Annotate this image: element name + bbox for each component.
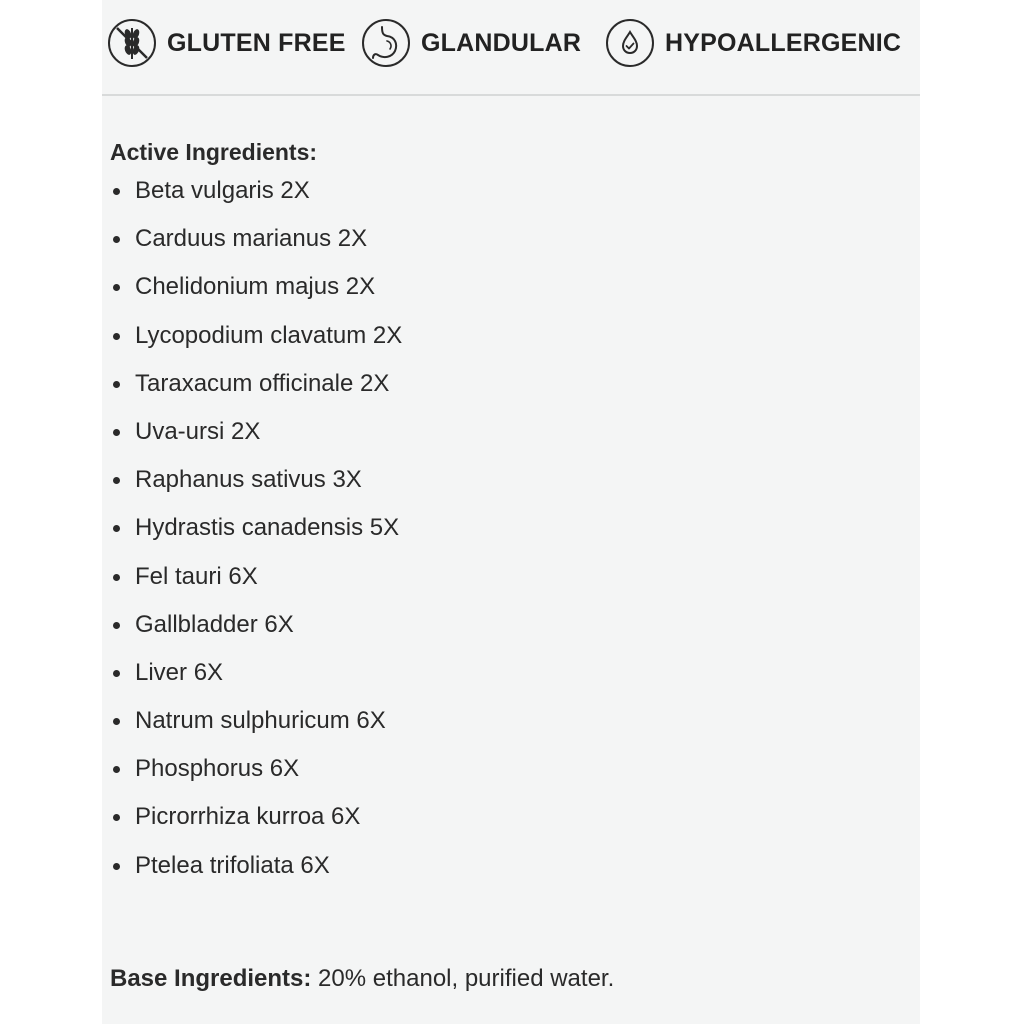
badge-gluten-free — [107, 14, 346, 72]
bullet — [113, 188, 120, 195]
list-item — [110, 511, 402, 559]
ingredient-text: Picrorrhiza kurroa 6X — [135, 803, 361, 831]
base-ingredients-value: 20% ethanol, purified water. — [311, 965, 615, 992]
ingredient-text: Taraxacum officinale 2X — [135, 369, 390, 397]
base-ingredients-label: Base Ingredients: — [110, 965, 312, 992]
list-item — [110, 367, 402, 415]
bullet — [113, 333, 120, 340]
ingredient-text: Beta vulgaris 2X — [135, 177, 310, 204]
wheat-crossed-icon — [107, 18, 157, 68]
list-item — [110, 319, 402, 367]
list-item — [110, 752, 402, 800]
list-item — [110, 849, 402, 897]
active-ingredients-list — [110, 174, 402, 897]
ingredient-text: Uva-ursi 2X — [135, 417, 261, 445]
stomach-icon — [361, 18, 411, 68]
list-item — [110, 270, 402, 318]
ingredient-text: Raphanus sativus 3X — [135, 466, 362, 494]
ingredient-text: Carduus marianus 2X — [135, 225, 368, 253]
list-item — [110, 656, 402, 704]
badge-label: GLANDULAR — [421, 28, 582, 57]
badge-row — [102, 14, 920, 72]
bullet — [113, 284, 120, 291]
divider — [102, 94, 920, 96]
list-item — [110, 608, 402, 656]
ingredient-text: Chelidonium majus 2X — [135, 273, 376, 301]
ingredient-text: Gallbladder 6X — [135, 610, 294, 638]
bullet — [113, 574, 120, 581]
badge-label: HYPOALLERGENIC — [665, 28, 902, 57]
bullet — [113, 718, 120, 725]
list-item — [110, 222, 402, 270]
ingredient-text: Liver 6X — [135, 658, 224, 686]
ingredient-text: Hydrastis canadensis 5X — [135, 514, 400, 542]
list-item — [110, 174, 402, 222]
bullet — [113, 766, 120, 773]
ingredient-text: Natrum sulphuricum 6X — [135, 707, 386, 735]
badge-glandular — [361, 14, 581, 72]
badge-label: GLUTEN FREE — [167, 28, 346, 57]
bullet — [113, 814, 120, 821]
bullet — [113, 236, 120, 243]
ingredient-text: Ptelea trifoliata 6X — [135, 851, 330, 879]
bullet — [113, 622, 120, 629]
list-item — [110, 463, 402, 511]
list-item — [110, 415, 402, 463]
badge-hypoallergenic — [605, 14, 901, 72]
product-info-panel — [102, 0, 920, 1024]
bullet — [113, 670, 120, 677]
bullet — [113, 525, 120, 532]
active-ingredients-heading: Active Ingredients: — [110, 139, 318, 165]
list-item — [110, 704, 402, 752]
droplet-check-icon — [605, 18, 655, 68]
base-ingredients — [110, 962, 614, 996]
bullet — [113, 429, 120, 436]
ingredient-text: Lycopodium clavatum 2X — [135, 321, 403, 349]
bullet — [113, 863, 120, 870]
bullet — [113, 477, 120, 484]
bullet — [113, 381, 120, 388]
list-item — [110, 560, 402, 608]
ingredient-text: Phosphorus 6X — [135, 755, 300, 783]
list-item — [110, 800, 402, 848]
ingredient-text: Fel tauri 6X — [135, 562, 258, 590]
